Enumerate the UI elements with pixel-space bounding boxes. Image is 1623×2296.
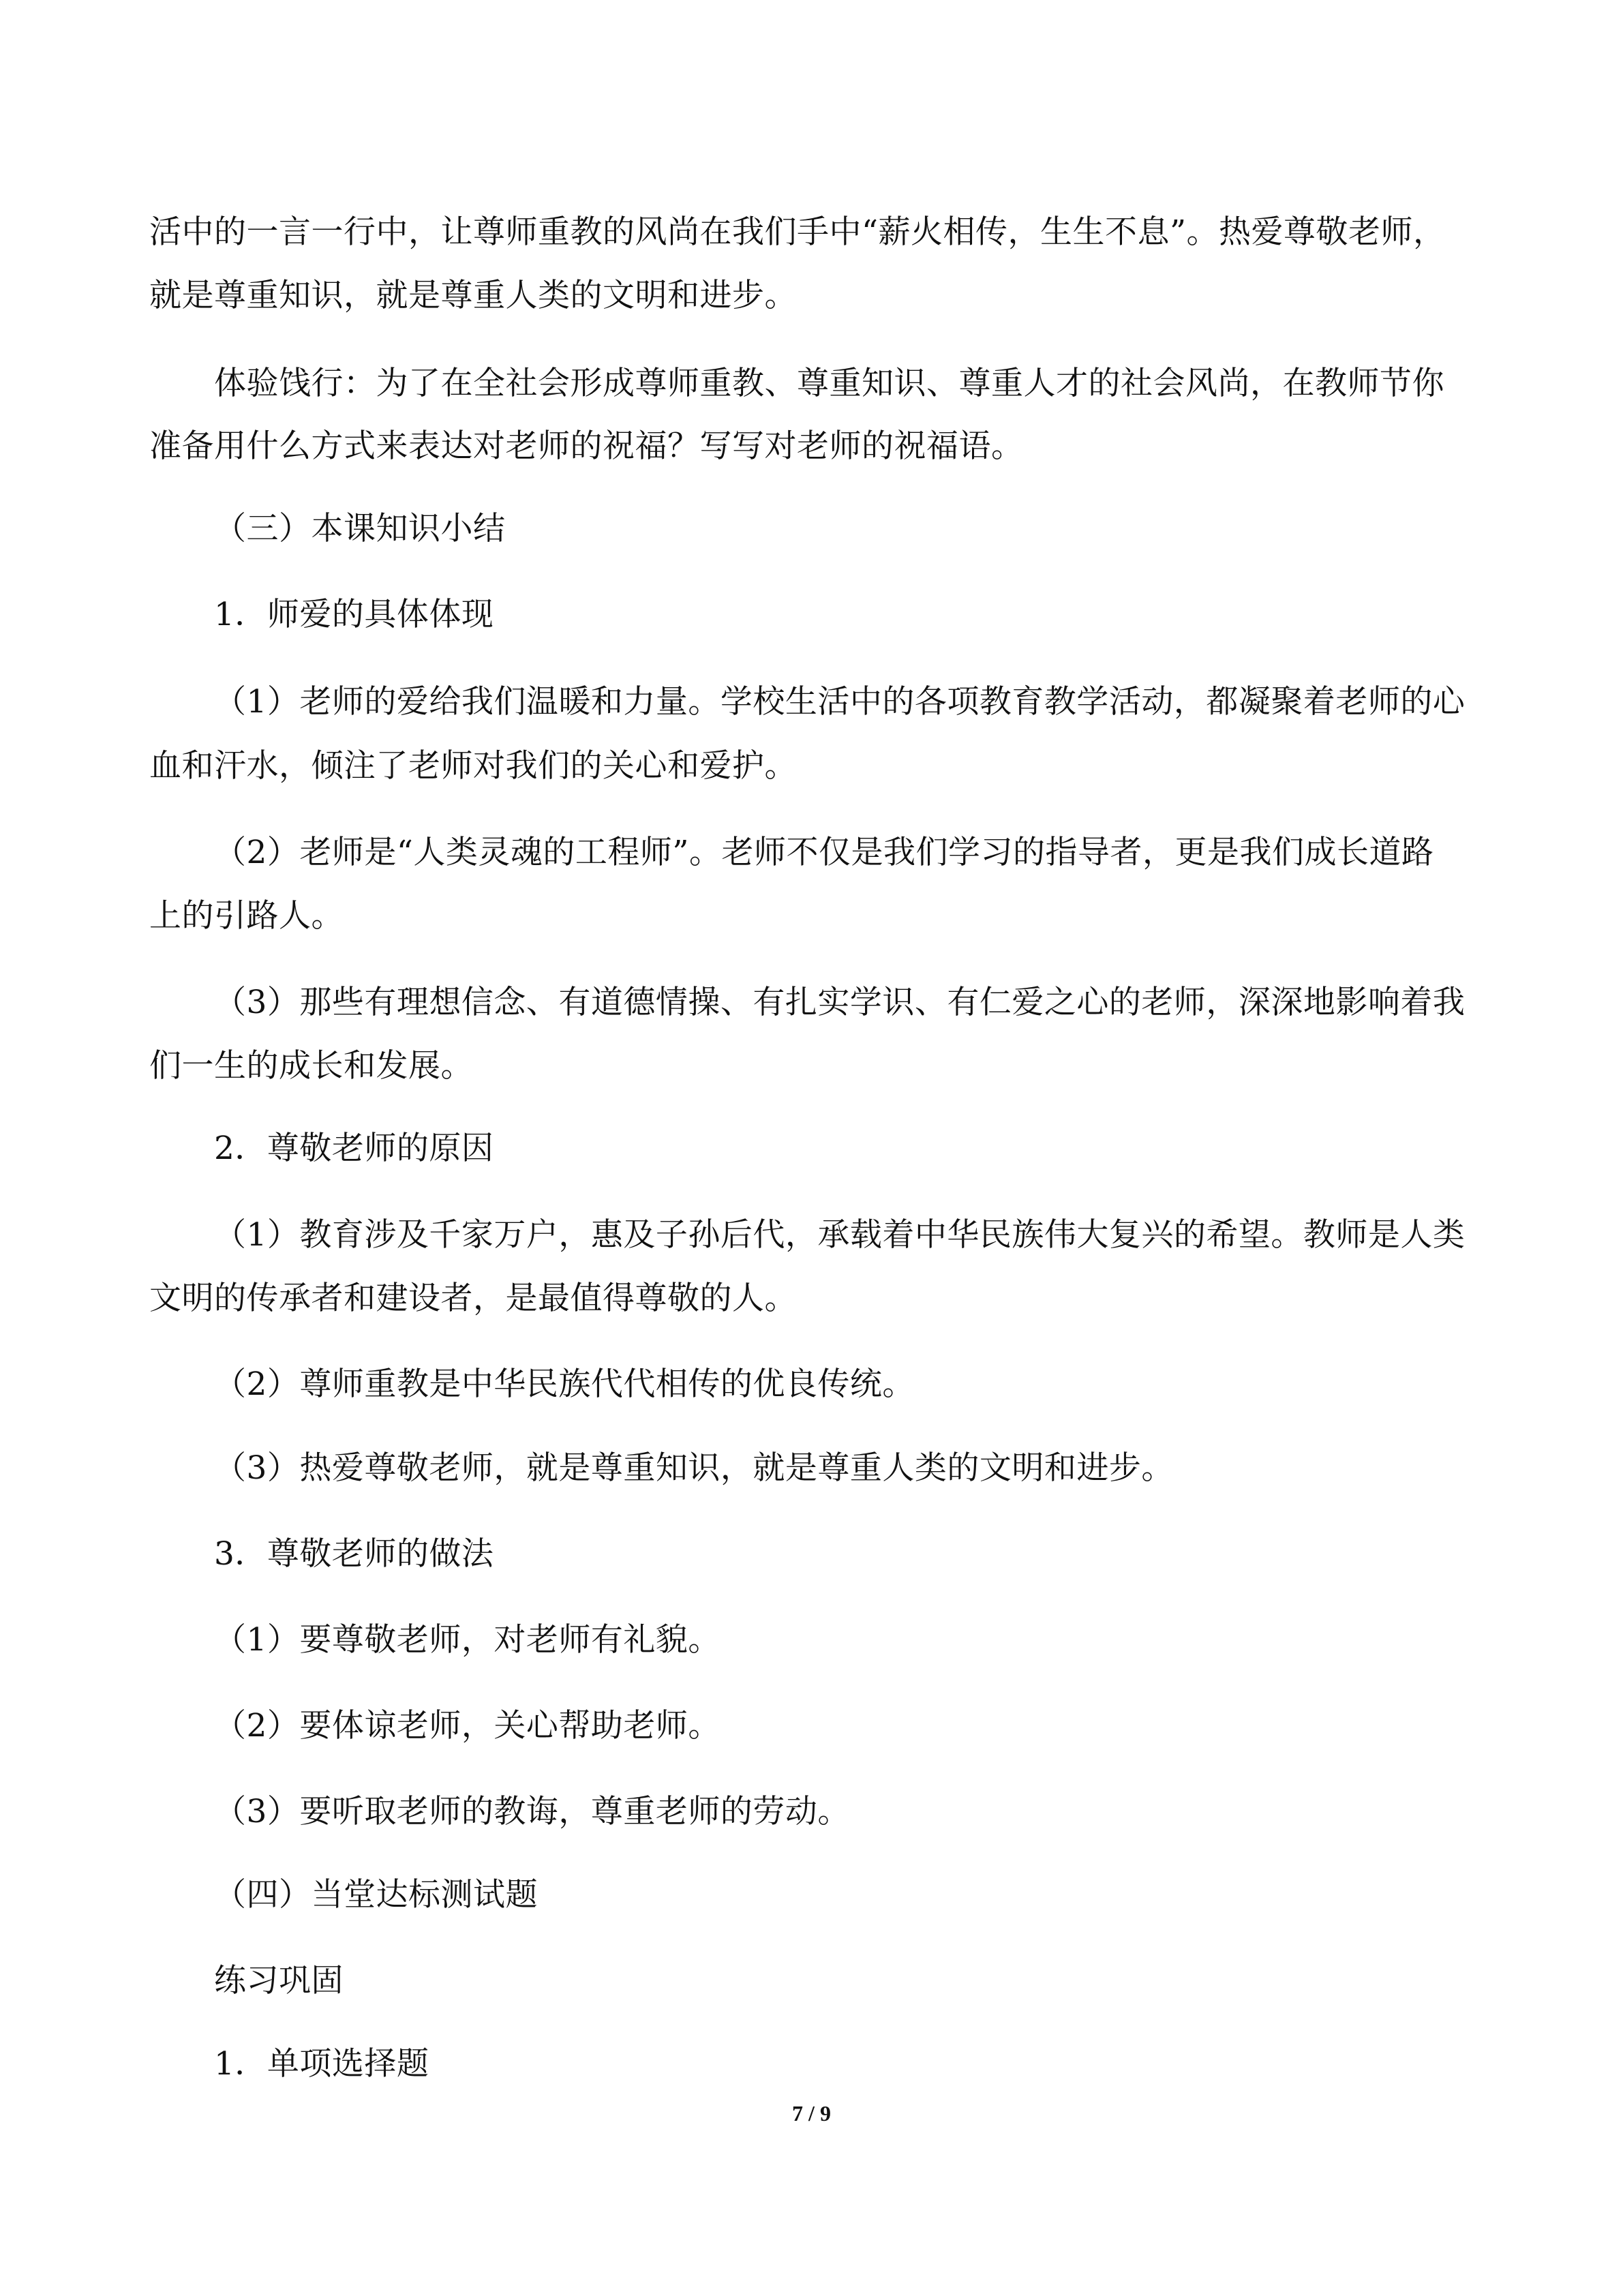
text-line-2: 就是尊重知识，就是尊重人类的文明和进步。 (149, 277, 797, 314)
text-line-20: （2）要体谅老师，关心帮助老师。 (214, 1707, 721, 1744)
text-line-9: （2）老师是“人类灵魂的工程师”。老师不仅是我们学习的指导者，更是我们成长道路 (214, 834, 1434, 871)
text-line-14: （1）教育涉及千家万户，惠及子孙后代，承载着中华民族伟大复兴的希望。教师是人类 (214, 1216, 1466, 1254)
text-line-4: 准备用什么方式来表达对老师的祝福？写写对老师的祝福语。 (149, 427, 1024, 465)
text-line-12: 们一生的成长和发展。 (149, 1047, 473, 1085)
text-line-10: 上的引路人。 (149, 897, 344, 935)
text-line-17: （3）热爱尊敬老师，就是尊重知识，就是尊重人类的文明和进步。 (214, 1449, 1174, 1487)
text-line-8: 血和汗水，倾注了老师对我们的关心和爱护。 (149, 747, 797, 785)
text-line-19: （1）要尊敬老师，对老师有礼貌。 (214, 1621, 721, 1659)
section-heading-summary: （三）本课知识小结 (214, 510, 506, 547)
page-number: 7 / 9 (792, 2101, 831, 2126)
text-line-1: 活中的一言一行中，让尊师重教的风尚在我们手中“薪火相传，生生不息”。热爱尊敬老师， (149, 213, 1446, 251)
section-heading-test: （四）当堂达标测试题 (214, 1876, 538, 1914)
subheading-1: 1．师爱的具体体现 (214, 596, 494, 633)
text-line-11: （3）那些有理想信念、有道德情操、有扎实学识、有仁爱之心的老师，深深地影响着我 (214, 984, 1466, 1021)
text-line-15: 文明的传承者和建设者，是最值得尊敬的人。 (149, 1280, 797, 1317)
text-line-21: （3）要听取老师的教诲，尊重老师的劳动。 (214, 1793, 850, 1830)
subheading-3: 3．尊敬老师的做法 (214, 1535, 494, 1573)
subheading-single-choice: 1．单项选择题 (214, 2045, 429, 2083)
subheading-2: 2．尊敬老师的原因 (214, 1130, 494, 1167)
text-line-16: （2）尊师重教是中华民族代代相传的优良传统。 (214, 1365, 915, 1403)
subheading-practice: 练习巩固 (214, 1962, 344, 1999)
text-line-7: （1）老师的爱给我们温暖和力量。学校生活中的各项教育教学活动，都凝聚着老师的心 (214, 683, 1466, 721)
text-line-3: 体验饯行：为了在全社会形成尊师重教、尊重知识、尊重人才的社会风尚，在教师节你 (214, 365, 1444, 402)
